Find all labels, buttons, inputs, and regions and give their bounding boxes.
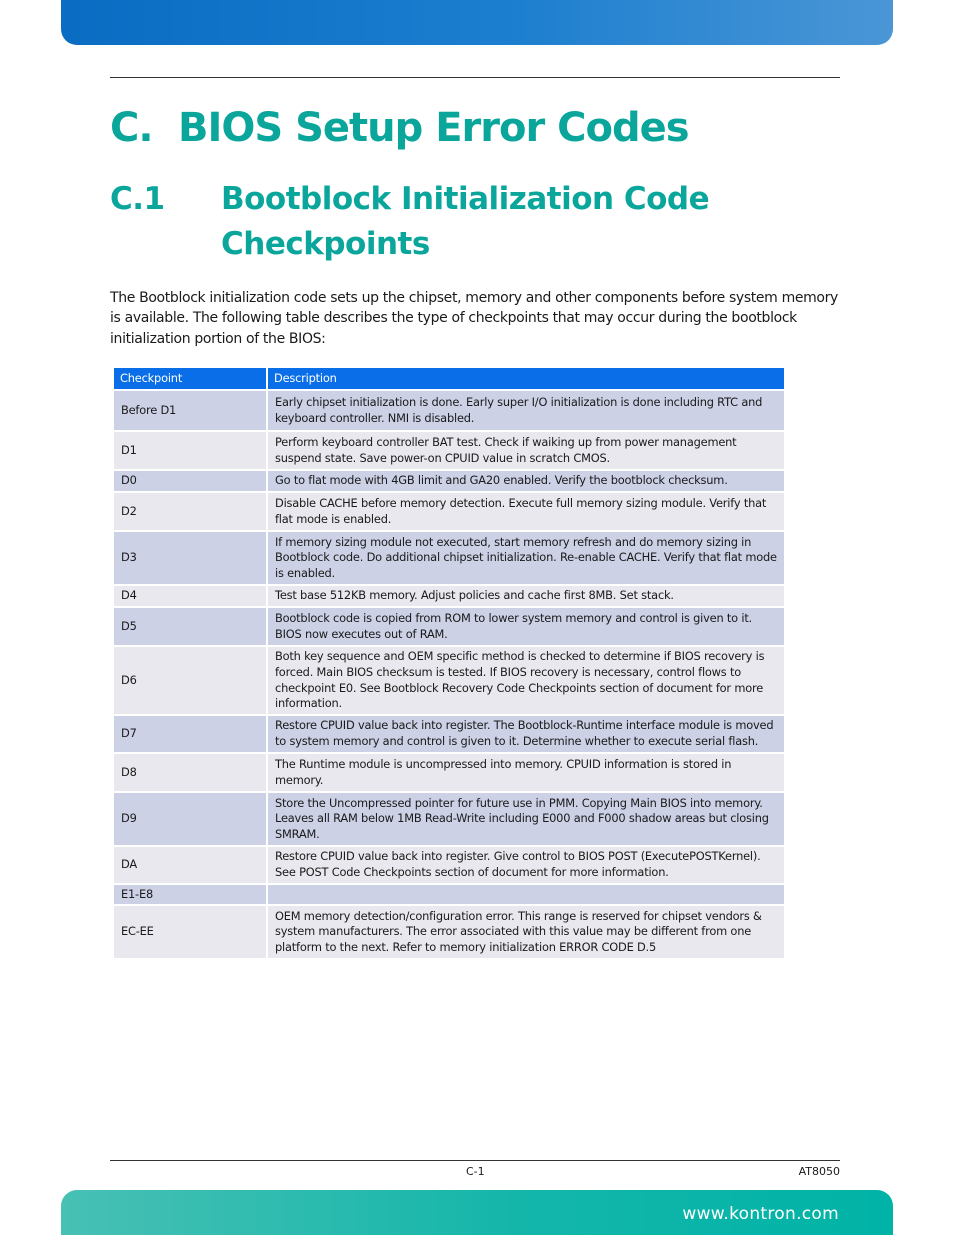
table-row (114, 647, 784, 714)
checkpoint-cell: D1 (114, 432, 266, 469)
header-band (61, 0, 893, 45)
page-number: C-1 (466, 1165, 485, 1178)
description-cell: Go to flat mode with 4GB limit and GA20 enabled. Verify the bootblock checksum. (268, 471, 784, 491)
table-row (114, 885, 784, 904)
checkpoint-cell: D0 (114, 471, 266, 491)
section-number: C.1 (110, 181, 165, 217)
description-cell: Early chipset initialization is done. Early super I/O initialization is done including RTC and keyboard controller. NMI is disabled. (268, 391, 784, 430)
table-row (114, 716, 784, 752)
description-cell: If memory sizing module not executed, start memory refresh and do memory sizing in Bootblock code. Do additional chipset initialization. Re-enable CACHE. Verify that flat mode is enabled. (268, 532, 784, 584)
description-cell (268, 885, 784, 904)
intro-paragraph: The Bootblock initialization code sets up the chipset, memory and other components before system memory is available. The following table describes the type of checkpoints that may occur during the bootblock initialization portion of the BIOS: (110, 290, 838, 347)
header-rule (110, 77, 840, 78)
checkpoint-cell: D8 (114, 754, 266, 791)
description-cell: OEM memory detection/configuration error. This range is reserved for chipset vendors & system manufacturers. The error associated with this value may be different from one platform to the next. Refer to memory initialization ERROR CODE D.5 (268, 906, 784, 958)
website-link[interactable]: www.kontron.com (682, 1204, 839, 1224)
description-cell: Bootblock code is copied from ROM to lower system memory and control is given to it. BIOS now executes out of RAM. (268, 608, 784, 645)
checkpoint-cell: D5 (114, 608, 266, 645)
footer-rule (110, 1160, 840, 1161)
description-cell: Perform keyboard controller BAT test. Check if waiking up from power management suspend state. Save power-on CPUID value in scratch CMOS. (268, 432, 784, 469)
description-cell: Both key sequence and OEM specific method is checked to determine if BIOS recovery is forced. Main BIOS checksum is tested. If BIOS recovery is necessary, control flows to checkpoint E0. See Bootblock Recovery Code Checkpoints section of document for more information. (268, 647, 784, 714)
checkpoint-cell: D3 (114, 532, 266, 584)
checkpoint-cell: E1-E8 (114, 885, 266, 904)
column-header-description: Description (268, 368, 784, 389)
checkpoint-table (112, 366, 786, 960)
checkpoint-cell: EC-EE (114, 906, 266, 958)
table-row (114, 793, 784, 845)
section-title-text: Bootblock Initialization Code Checkpoints (221, 181, 710, 262)
table-row (114, 586, 784, 606)
checkpoint-cell: D9 (114, 793, 266, 845)
table-row (114, 847, 784, 883)
table-body (114, 391, 784, 958)
chapter-number: C. (110, 105, 153, 151)
column-header-checkpoint: Checkpoint (114, 368, 266, 389)
table-row (114, 754, 784, 791)
checkpoint-cell: Before D1 (114, 391, 266, 430)
table-row (114, 906, 784, 958)
chapter-title-text: BIOS Setup Error Codes (178, 105, 689, 151)
section-title (110, 177, 741, 267)
description-cell: Restore CPUID value back into register. The Bootblock-Runtime interface module is moved to system memory and control is given to it. Determine whether to execute serial flash. (268, 716, 784, 752)
table-header-row (114, 368, 784, 389)
footer-band (61, 1190, 893, 1235)
description-cell: Store the Uncompressed pointer for future use in PMM. Copying Main BIOS into memory. Leaves all RAM below 1MB Read-Write including E000 and F000 shadow areas but closing SMRAM. (268, 793, 784, 845)
table-row (114, 532, 784, 584)
description-cell: The Runtime module is uncompressed into memory. CPUID information is stored in memory. (268, 754, 784, 791)
table-row (114, 391, 784, 430)
checkpoint-cell: D2 (114, 493, 266, 530)
checkpoint-cell: D6 (114, 647, 266, 714)
description-cell: Restore CPUID value back into register. Give control to BIOS POST (ExecutePOSTKernel). See POST Code Checkpoints section of document for more information. (268, 847, 784, 883)
table-row (114, 432, 784, 469)
checkpoint-cell: DA (114, 847, 266, 883)
description-cell: Test base 512KB memory. Adjust policies and cache first 8MB. Set stack. (268, 586, 784, 606)
document-id: AT8050 (798, 1165, 840, 1178)
table-row (114, 608, 784, 645)
table-row (114, 471, 784, 491)
table-row (114, 493, 784, 530)
description-cell: Disable CACHE before memory detection. Execute full memory sizing module. Verify that flat mode is enabled. (268, 493, 784, 530)
checkpoint-cell: D4 (114, 586, 266, 606)
checkpoint-cell: D7 (114, 716, 266, 752)
chapter-title (110, 102, 689, 154)
